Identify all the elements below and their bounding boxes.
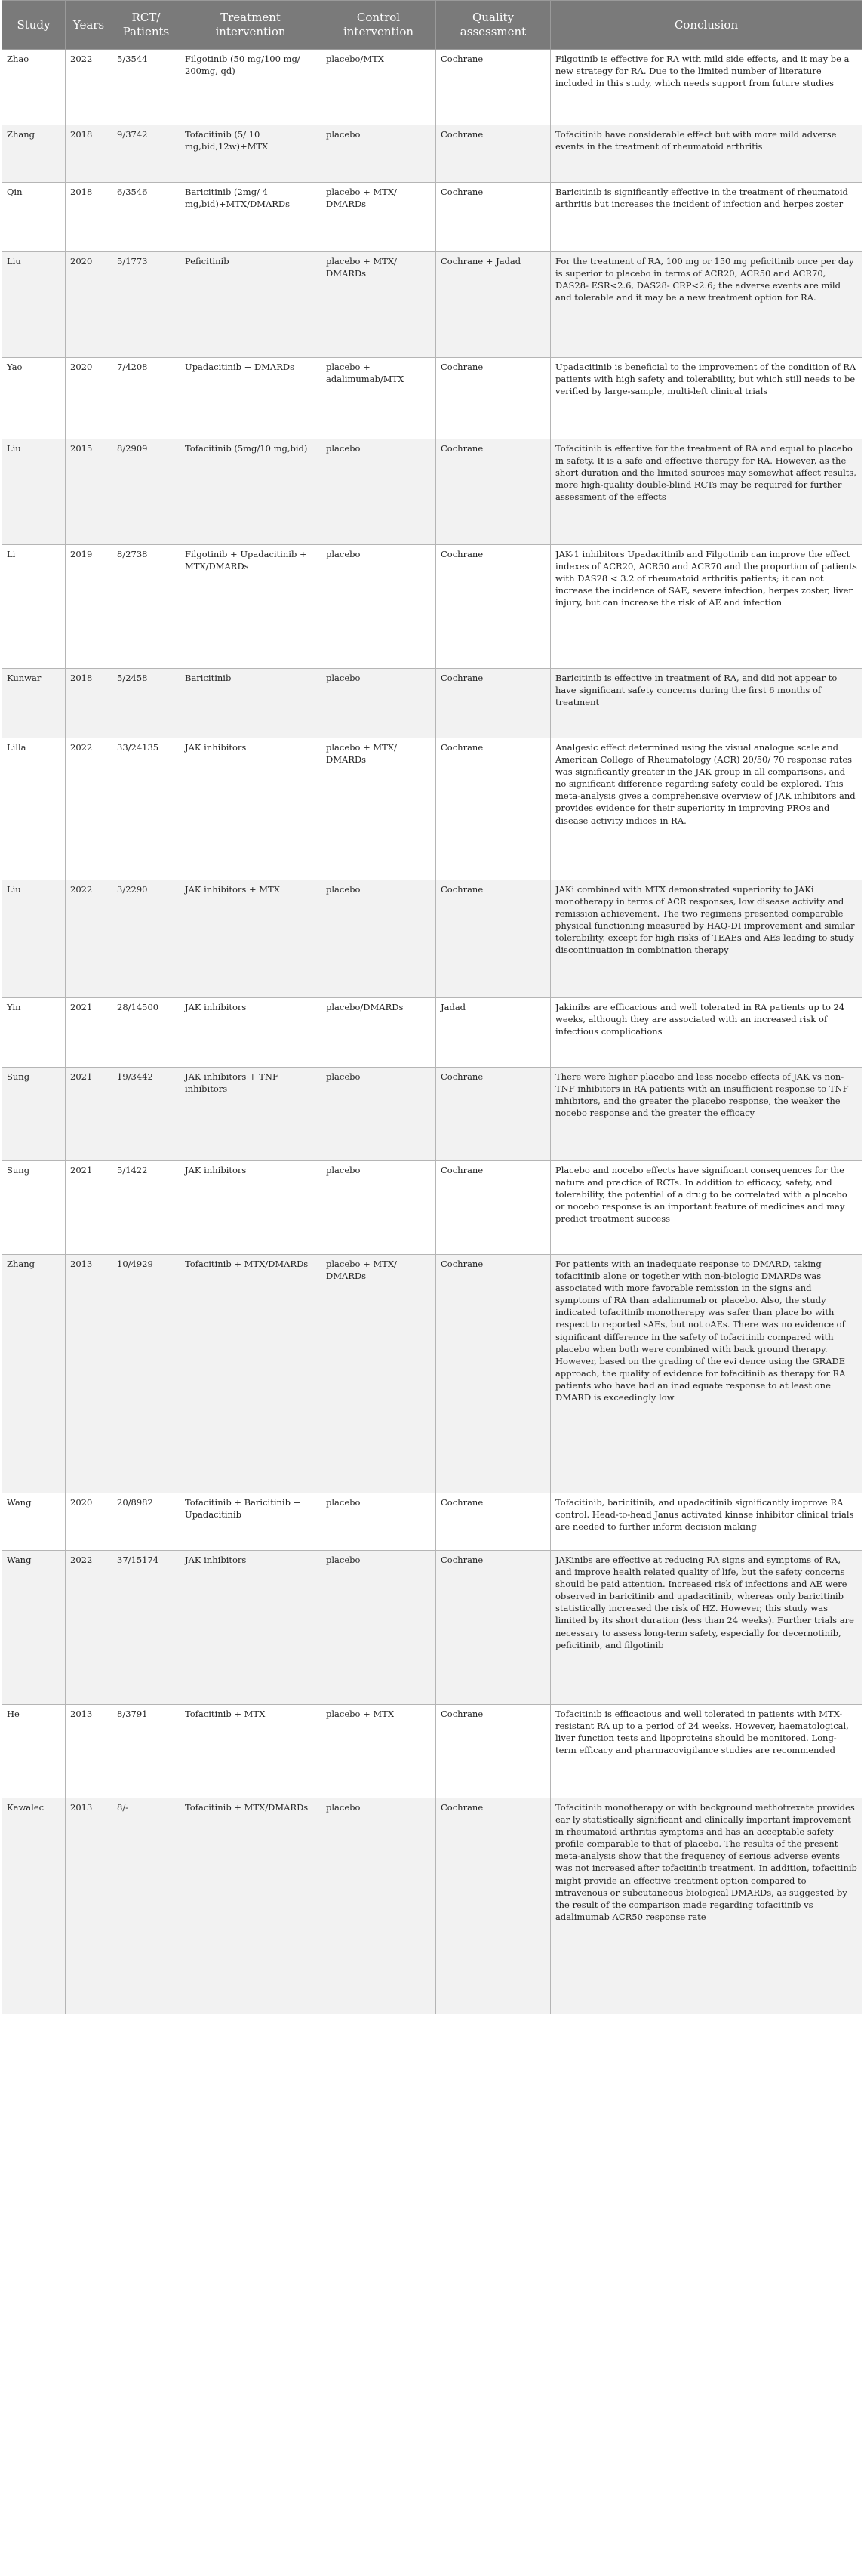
header-rct-patients: RCT/ Patients [112,1,180,50]
cell-treatment: Filgotinib (50 mg/100 mg/ 200mg, qd) [180,50,321,125]
cell-control: placebo + MTX/ DMARDs [321,183,436,252]
cell-treatment: JAK inhibitors [180,998,321,1068]
table-row [2,252,862,358]
cell-treatment: Tofacitinib + Baricitinib + Upadacitinib [180,1493,321,1551]
cell-year: 2018 [66,125,112,183]
table-row [2,1255,862,1493]
cell-year: 2021 [66,1161,112,1255]
cell-conclusion: Tofacitinib have considerable effect but with more mild adverse events in the treatment of rheumatoid arthritis [551,125,862,183]
cell-quality: Cochrane [436,545,551,669]
cell-year: 2018 [66,183,112,252]
cell-quality: Cochrane [436,50,551,125]
cell-treatment: Baricitinib (2mg/ 4 mg,bid)+MTX/DMARDs [180,183,321,252]
cell-rct-patients: 6/3546 [112,183,180,252]
cell-conclusion: For the treatment of RA, 100 mg or 150 mg peficitinib once per day is superior to placebo in terms of ACR20, ACR50 and ACR70, DAS28- ESR<2.6, DAS28- CRP<2.6; the adverse events are mild and tolerable and it may be a new treatment option for RA. [551,252,862,358]
header-conclusion: Conclusion [551,1,862,50]
header-control: Control intervention [321,1,436,50]
table-row [2,669,862,738]
cell-rct-patients: 7/4208 [112,358,180,439]
cell-study: He [2,1705,66,1798]
cell-rct-patients: 10/4929 [112,1255,180,1493]
cell-year: 2020 [66,1493,112,1551]
cell-rct-patients: 8/2738 [112,545,180,669]
cell-quality: Cochrane [436,880,551,998]
cell-treatment: Tofacitinib + MTX/DMARDs [180,1255,321,1493]
table-row [2,1068,862,1161]
cell-study: Yin [2,998,66,1068]
cell-treatment: Tofacitinib (5mg/10 mg,bid) [180,439,321,545]
cell-quality: Cochrane [436,1161,551,1255]
cell-control: placebo/DMARDs [321,998,436,1068]
cell-control: placebo [321,1551,436,1705]
cell-quality: Cochrane [436,1255,551,1493]
cell-conclusion: JAK-1 inhibitors Upadacitinib and Filgotinib can improve the effect indexes of ACR20, ACR50 and ACR70 and the proportion of patients with DAS28 < 3.2 of rheumatoid arthritis patients; it can not increase the incidence of SAE, severe infection, herpes zoster, liver injury, but can increase the risk of AE and infection [551,545,862,669]
cell-study: Kawalec [2,1798,66,2014]
meta-analysis-table [2,0,862,2014]
cell-rct-patients: 19/3442 [112,1068,180,1161]
cell-study: Lilla [2,738,66,880]
cell-conclusion: JAKinibs are effective at reducing RA signs and symptoms of RA, and improve health related quality of life, but the safety concerns should be paid attention. Increased risk of infections and AE were observed in baricitinib and upadacitinib, whereas only baricitinib statistically increased the risk of HZ. However, this study was limited by its short duration (less than 24 weeks). Further trials are necessary to assess long-term safety, especially for decernotinib, peficitinib, and filgotinib [551,1551,862,1705]
cell-year: 2013 [66,1255,112,1493]
cell-year: 2020 [66,252,112,358]
cell-conclusion: There were higher placebo and less nocebo effects of JAK vs non-TNF inhibitors in RA patients with an insufficient response to TNF inhibitors, and the greater the placebo response, the weaker the nocebo response and the greater the efficacy [551,1068,862,1161]
table-row [2,183,862,252]
cell-study: Wang [2,1551,66,1705]
cell-treatment: JAK inhibitors [180,1551,321,1705]
cell-conclusion: Placebo and nocebo effects have significant consequences for the nature and practice of RCTs. In addition to efficacy, safety, and tolerability, the potential of a drug to be correlated with a placebo or nocebo response is an important feature of medicines and may predict treatment success [551,1161,862,1255]
cell-quality: Cochrane [436,183,551,252]
cell-control: placebo [321,1798,436,2014]
cell-rct-patients: 5/2458 [112,669,180,738]
cell-study: Yao [2,358,66,439]
cell-rct-patients: 9/3742 [112,125,180,183]
cell-study: Liu [2,252,66,358]
cell-quality: Cochrane [436,1551,551,1705]
cell-conclusion: JAKi combined with MTX demonstrated superiority to JAKi monotherapy in terms of ACR responses, low disease activity and remission achievement. The two regimens presented comparable physical functioning measured by HAQ-DI improvement and similar tolerability, except for high risks of TEAEs and AEs leading to study discontinuation in combination therapy [551,880,862,998]
cell-year: 2021 [66,998,112,1068]
cell-treatment: JAK inhibitors [180,1161,321,1255]
cell-control: placebo [321,1068,436,1161]
table-row [2,50,862,125]
cell-year: 2013 [66,1798,112,2014]
cell-conclusion: Jakinibs are efficacious and well tolerated in RA patients up to 24 weeks, although they are associated with an increased risk of infectious complications [551,998,862,1068]
cell-treatment: Baricitinib [180,669,321,738]
cell-rct-patients: 5/1422 [112,1161,180,1255]
cell-rct-patients: 8/3791 [112,1705,180,1798]
cell-year: 2018 [66,669,112,738]
cell-control: placebo [321,669,436,738]
table-row [2,998,862,1068]
cell-treatment: Upadacitinib + DMARDs [180,358,321,439]
header-treatment: Treatment intervention [180,1,321,50]
cell-control: placebo [321,545,436,669]
cell-control: placebo/MTX [321,50,436,125]
cell-rct-patients: 5/1773 [112,252,180,358]
cell-conclusion: Tofacitinib monotherapy or with background methotrexate provides ear ly statistically significant and clinically important improvement in rheumatoid arthritis symptoms and has an acceptable safety profile comparable to that of placebo. The results of the present meta-analysis show that the frequency of serious adverse events was not increased after tofacitinib treatment. In addition, tofacitinib might provide an effective treatment option compared to intravenous or subcutaneous biological DMARDs, as suggested by the result of the comparison made regarding tofacitinib vs adalimumab ACR50 response rate [551,1798,862,2014]
cell-treatment: Tofacitinib (5/ 10 mg,bid,12w)+MTX [180,125,321,183]
cell-control: placebo + MTX/ DMARDs [321,252,436,358]
cell-year: 2019 [66,545,112,669]
cell-year: 2022 [66,1551,112,1705]
cell-rct-patients: 8/2909 [112,439,180,545]
header-study: Study [2,1,66,50]
cell-study: Zhao [2,50,66,125]
cell-year: 2022 [66,738,112,880]
cell-study: Kunwar [2,669,66,738]
table-row [2,439,862,545]
cell-quality: Cochrane [436,1493,551,1551]
cell-quality: Cochrane + Jadad [436,252,551,358]
cell-quality: Cochrane [436,1798,551,2014]
header-quality: Quality assessment [436,1,551,50]
cell-conclusion: Tofacitinib, baricitinib, and upadacitinib significantly improve RA control. Head-to-head Janus activated kinase inhibitor clinical trials are needed to further inform decision making [551,1493,862,1551]
cell-study: Liu [2,439,66,545]
cell-control: placebo [321,439,436,545]
table-row [2,125,862,183]
table-row [2,1161,862,1255]
cell-study: Sung [2,1068,66,1161]
cell-control: placebo [321,1161,436,1255]
cell-year: 2021 [66,1068,112,1161]
cell-study: Zhang [2,1255,66,1493]
cell-treatment: JAK inhibitors [180,738,321,880]
cell-control: placebo [321,1493,436,1551]
cell-treatment: Tofacitinib + MTX [180,1705,321,1798]
cell-rct-patients: 5/3544 [112,50,180,125]
cell-study: Liu [2,880,66,998]
table-row [2,738,862,880]
cell-treatment: Filgotinib + Upadacitinib + MTX/DMARDs [180,545,321,669]
table-row [2,1551,862,1705]
cell-rct-patients: 28/14500 [112,998,180,1068]
cell-quality: Cochrane [436,358,551,439]
cell-conclusion: Tofacitinib is efficacious and well tolerated in patients with MTX-resistant RA up to a period of 24 weeks. However, haematological, liver function tests and lipoproteins should be monitored. Long-term efficacy and pharmacovigilance studies are recommended [551,1705,862,1798]
cell-study: Sung [2,1161,66,1255]
cell-conclusion: Analgesic effect determined using the visual analogue scale and American College of Rheumatology (ACR) 20/50/ 70 response rates was significantly greater in the JAK group in all comparisons, and no significant difference regarding safety could be explored. This meta-analysis gives a comprehensive overview of JAK inhibitors and provides evidence for their superiority in improving PROs and disease activity indices in RA. [551,738,862,880]
cell-study: Zhang [2,125,66,183]
cell-treatment: JAK inhibitors + TNF inhibitors [180,1068,321,1161]
table-body [2,50,862,2014]
cell-conclusion: Baricitinib is significantly effective in the treatment of rheumatoid arthritis but increases the incident of infection and herpes zoster [551,183,862,252]
cell-quality: Cochrane [436,1705,551,1798]
cell-treatment: Peficitinib [180,252,321,358]
cell-quality: Cochrane [436,669,551,738]
cell-control: placebo + MTX [321,1705,436,1798]
table-header [2,1,862,50]
cell-quality: Cochrane [436,1068,551,1161]
cell-control: placebo + adalimumab/MTX [321,358,436,439]
cell-year: 2022 [66,50,112,125]
table-row [2,880,862,998]
cell-control: placebo + MTX/ DMARDs [321,1255,436,1493]
cell-study: Wang [2,1493,66,1551]
cell-rct-patients: 8/- [112,1798,180,2014]
cell-quality: Jadad [436,998,551,1068]
table-row [2,358,862,439]
table-row [2,1798,862,2014]
cell-study: Qin [2,183,66,252]
cell-study: Li [2,545,66,669]
cell-quality: Cochrane [436,125,551,183]
cell-quality: Cochrane [436,738,551,880]
cell-year: 2022 [66,880,112,998]
cell-conclusion: Baricitinib is effective in treatment of RA, and did not appear to have significant safety concerns during the first 6 months of treatment [551,669,862,738]
table-row [2,1705,862,1798]
cell-year: 2015 [66,439,112,545]
cell-control: placebo [321,125,436,183]
cell-rct-patients: 3/2290 [112,880,180,998]
header-years: Years [66,1,112,50]
cell-year: 2020 [66,358,112,439]
table-row [2,1493,862,1551]
cell-treatment: Tofacitinib + MTX/DMARDs [180,1798,321,2014]
cell-control: placebo [321,880,436,998]
table-row [2,545,862,669]
cell-treatment: JAK inhibitors + MTX [180,880,321,998]
cell-conclusion: Tofacitinib is effective for the treatment of RA and equal to placebo in safety. It is a safe and effective therapy for RA. However, as the short duration and the limited sources may somewhat affect results, more high-quality double-blind RCTs may be required for further assessment of the effects [551,439,862,545]
cell-year: 2013 [66,1705,112,1798]
cell-conclusion: Upadacitinib is beneficial to the improvement of the condition of RA patients with high safety and tolerability, but which still needs to be verified by large-sample, multi-left clinical trials [551,358,862,439]
cell-rct-patients: 20/8982 [112,1493,180,1551]
header-row [2,1,862,50]
cell-conclusion: For patients with an inadequate response to DMARD, taking tofacitinib alone or together with non-biologic DMARDs was associated with more favorable remission in the signs and symptoms of RA than adalimumab or placebo. Also, the study indicated tofacitinib monotherapy was safer than place bo with respect to reported sAEs, but not oAEs. There was no evidence of significant difference in the safety of tofacitinib compared with placebo when both were combined with back ground therapy. However, based on the grading of the evi dence using the GRADE approach, the quality of evidence for tofacitinib as therapy for RA patients who have had an inad equate response to at least one DMARD is exceedingly low [551,1255,862,1493]
cell-rct-patients: 37/15174 [112,1551,180,1705]
cell-control: placebo + MTX/ DMARDs [321,738,436,880]
cell-rct-patients: 33/24135 [112,738,180,880]
cell-quality: Cochrane [436,439,551,545]
cell-conclusion: Filgotinib is effective for RA with mild side effects, and it may be a new strategy for RA. Due to the limited number of literature included in this study, which needs support from future studies [551,50,862,125]
